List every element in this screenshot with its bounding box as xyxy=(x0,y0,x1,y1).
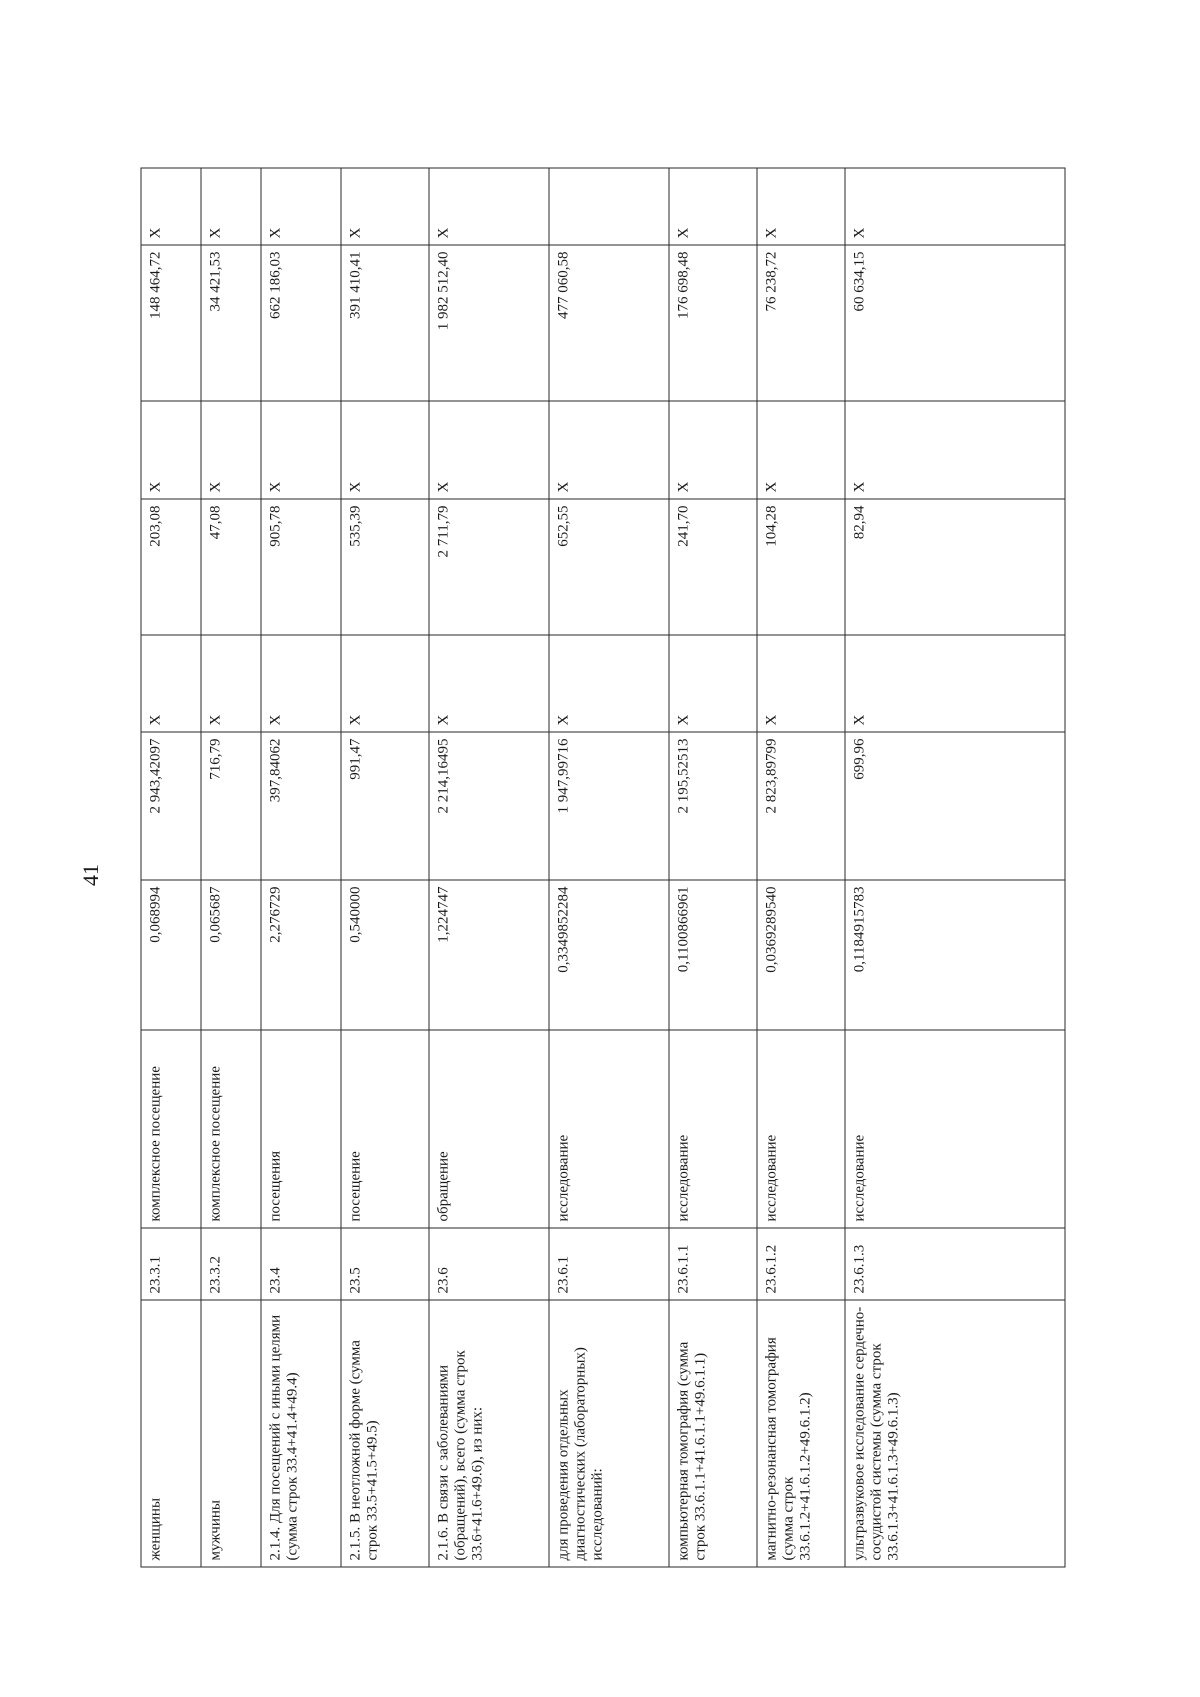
row-total: 76 238,72 xyxy=(757,245,845,401)
row-total: 60 634,15 xyxy=(845,245,1065,401)
table-row xyxy=(669,168,757,1567)
row-unit: комплексное посещение xyxy=(201,1030,261,1228)
row-x1: Х xyxy=(429,635,549,732)
table-row xyxy=(429,168,549,1567)
table-row xyxy=(757,168,845,1567)
row-per-capita: 2 711,79 xyxy=(429,499,549,635)
row-total: 1 982 512,40 xyxy=(429,245,549,401)
row-name: 2.1.5. В неотложной форме (сумма строк 33.5+41.5+49.5) xyxy=(341,1300,429,1567)
row-code: 23.6.1.2 xyxy=(757,1228,845,1300)
row-norm: 0,3349852284 xyxy=(549,880,669,1030)
row-total: 148 464,72 xyxy=(141,245,201,401)
row-cost: 716,79 xyxy=(201,732,261,880)
row-x2: Х xyxy=(669,401,757,499)
table-row xyxy=(261,168,341,1567)
row-name: мужчины xyxy=(201,1300,261,1567)
row-total: 34 421,53 xyxy=(201,245,261,401)
row-total: 662 186,03 xyxy=(261,245,341,401)
row-norm: 0,0369289540 xyxy=(757,880,845,1030)
row-per-capita: 905,78 xyxy=(261,499,341,635)
row-unit: комплексное посещение xyxy=(141,1030,201,1228)
row-name: 2.1.6. В связи с заболеваниями (обращений), всего (сумма строк 33.6+41.6+49.6), из них: xyxy=(429,1300,549,1567)
row-norm: 2,276729 xyxy=(261,880,341,1030)
row-total: 176 698,48 xyxy=(669,245,757,401)
row-unit: исследование xyxy=(845,1030,1065,1228)
row-code: 23.6.1.1 xyxy=(669,1228,757,1300)
row-x1: Х xyxy=(669,635,757,732)
table-row xyxy=(341,168,429,1567)
row-x1: Х xyxy=(757,635,845,732)
row-x2: Х xyxy=(549,401,669,499)
row-per-capita: 652,55 xyxy=(549,499,669,635)
row-x3: Х xyxy=(757,168,845,245)
row-name: ультразвуковое исследование сердечно-сосудистой системы (сумма строк 33.6.1.3+41.6.1.3+49.6.1.3) xyxy=(845,1300,1065,1567)
row-norm: 0,540000 xyxy=(341,880,429,1030)
row-per-capita: 47,08 xyxy=(201,499,261,635)
row-code: 23.6.1 xyxy=(549,1228,669,1300)
row-cost: 2 195,52513 xyxy=(669,732,757,880)
row-cost: 397,84062 xyxy=(261,732,341,880)
row-x3: Х xyxy=(429,168,549,245)
row-x3 xyxy=(549,168,669,245)
row-total: 477 060,58 xyxy=(549,245,669,401)
row-x3: Х xyxy=(201,168,261,245)
row-x3: Х xyxy=(845,168,1065,245)
table-row xyxy=(201,168,261,1567)
row-x3: Х xyxy=(669,168,757,245)
row-unit: исследование xyxy=(549,1030,669,1228)
row-code: 23.3.2 xyxy=(201,1228,261,1300)
row-x2: Х xyxy=(341,401,429,499)
row-x1: Х xyxy=(261,635,341,732)
row-unit: посещение xyxy=(341,1030,429,1228)
row-x1: Х xyxy=(845,635,1065,732)
row-code: 23.5 xyxy=(341,1228,429,1300)
row-name: для проведения отдельных диагностических (лабораторных) исследований: xyxy=(549,1300,669,1567)
row-unit: обращение xyxy=(429,1030,549,1228)
data-table xyxy=(140,167,1065,1567)
row-unit: исследование xyxy=(669,1030,757,1228)
row-code: 23.6 xyxy=(429,1228,549,1300)
row-cost: 2 214,16495 xyxy=(429,732,549,880)
row-per-capita: 82,94 xyxy=(845,499,1065,635)
row-cost: 699,96 xyxy=(845,732,1065,880)
row-norm: 0,1184915783 xyxy=(845,880,1065,1030)
row-x2: Х xyxy=(201,401,261,499)
row-x1: Х xyxy=(549,635,669,732)
row-x3: Х xyxy=(141,168,201,245)
row-norm: 0,068994 xyxy=(141,880,201,1030)
row-cost: 991,47 xyxy=(341,732,429,880)
row-norm: 0,1100866961 xyxy=(669,880,757,1030)
row-total: 391 410,41 xyxy=(341,245,429,401)
row-norm: 1,224747 xyxy=(429,880,549,1030)
row-x1: Х xyxy=(341,635,429,732)
row-x1: Х xyxy=(201,635,261,732)
row-x3: Х xyxy=(261,168,341,245)
row-x1: Х xyxy=(141,635,201,732)
row-cost: 2 823,89799 xyxy=(757,732,845,880)
row-name: женщины xyxy=(141,1300,201,1567)
table-row xyxy=(845,168,1065,1567)
table-row xyxy=(141,168,201,1567)
row-x2: Х xyxy=(141,401,201,499)
row-x3: Х xyxy=(341,168,429,245)
row-x2: Х xyxy=(757,401,845,499)
row-name: магнитно-резонансная томография (сумма строк 33.6.1.2+41.6.1.2+49.6.1.2) xyxy=(757,1300,845,1567)
row-name: 2.1.4. Для посещений с иными целями (сумма строк 33.4+41.4+49.4) xyxy=(261,1300,341,1567)
row-unit: исследование xyxy=(757,1030,845,1228)
row-x2: Х xyxy=(429,401,549,499)
row-per-capita: 535,39 xyxy=(341,499,429,635)
table-body xyxy=(141,168,1065,1567)
row-per-capita: 203,08 xyxy=(141,499,201,635)
row-code: 23.6.1.3 xyxy=(845,1228,1065,1300)
table-row xyxy=(549,168,669,1567)
row-per-capita: 241,70 xyxy=(669,499,757,635)
row-cost: 2 943,42097 xyxy=(141,732,201,880)
row-code: 23.3.1 xyxy=(141,1228,201,1300)
row-per-capita: 104,28 xyxy=(757,499,845,635)
row-unit: посещения xyxy=(261,1030,341,1228)
row-name: компьютерная томография (сумма строк 33.6.1.1+41.6.1.1+49.6.1.1) xyxy=(669,1300,757,1567)
row-norm: 0,065687 xyxy=(201,880,261,1030)
rotated-table-wrapper xyxy=(140,168,1064,1567)
row-x2: Х xyxy=(845,401,1065,499)
row-cost: 1 947,99716 xyxy=(549,732,669,880)
row-x2: Х xyxy=(261,401,341,499)
row-code: 23.4 xyxy=(261,1228,341,1300)
page-number: 41 xyxy=(78,864,103,886)
